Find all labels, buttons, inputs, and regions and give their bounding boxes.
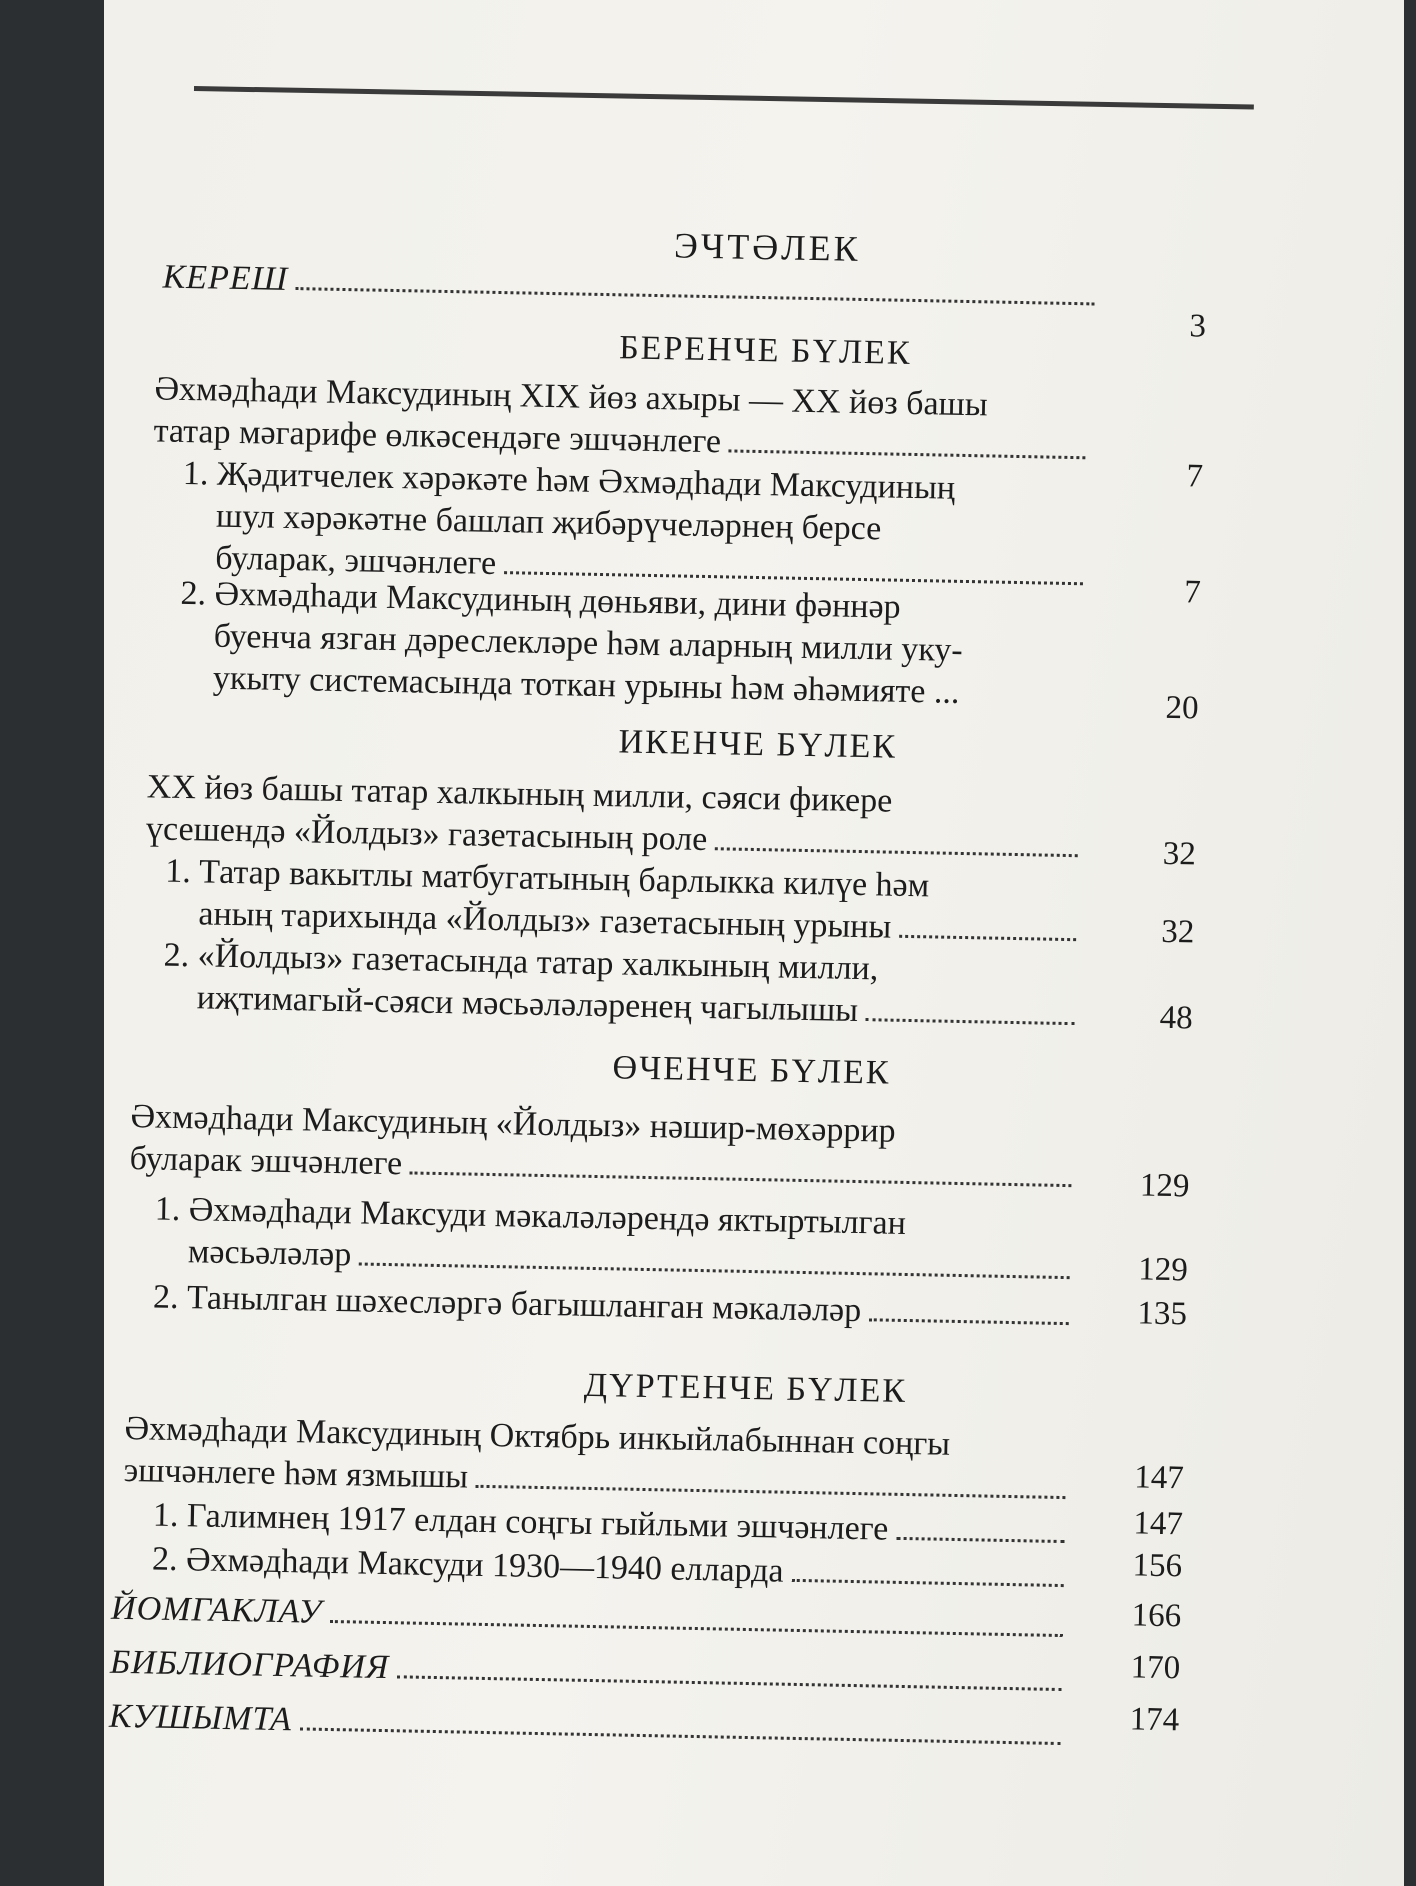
page-number: 7: [1186, 458, 1204, 495]
section-heading-3: ӨЧЕНЧЕ БҮЛЕК: [612, 1049, 891, 1092]
page-number: 129: [1139, 1167, 1190, 1205]
page-number: 20: [1165, 689, 1199, 727]
toc-entry-section3-main: Әхмәдһади Максудиның «Йолдыз» нәшир-мөхәррир буларак эшчәнлеге: [129, 1096, 1080, 1198]
section-heading-4: ДҮРТЕНЧЕ БҮЛЕК: [583, 1366, 908, 1411]
toc-entry-2-2: 2. «Йолдыз» газетасында татар халкының милли, иҗтимагый-сәяси мәсьәләләренең чагылышы: [162, 935, 1083, 1037]
table-of-contents: [104, 0, 1404, 1886]
toc-entry-2-1: 1. Татар вакытлы матбугатының барлыкка килүе һәм аның тарихында «Йолдыз» газетасының урыны: [164, 851, 1085, 953]
page-number: 129: [1137, 1251, 1189, 1289]
toc-entry-section2-main: XX йөз башы татар халкының милли, сәяси фикере үсешендә «Йолдыз» газетасының роле: [146, 766, 1087, 868]
page-number: 135: [1137, 1295, 1188, 1333]
page-number: 7: [1183, 574, 1202, 611]
page-number: 174: [1129, 1701, 1180, 1739]
entry-label: КЕРЕШ: [162, 258, 289, 298]
toc-entry-3-2: 2. Танылган шәхесләргә багышланган мәкаләләр: [153, 1277, 1078, 1337]
page-number: 32: [1160, 913, 1195, 951]
book-page: [104, 0, 1404, 1886]
page-number: 3: [1189, 308, 1207, 345]
section-heading-2: ИКЕНЧЕ БҮЛЕК: [618, 723, 898, 766]
section-heading-1: БЕРЕНЧЕ БҮЛЕК: [618, 329, 912, 372]
toc-entry-section4-main: Әхмәдһади Максудиның Октябрь инкыйлабыннан соңгы эшчәнлеге һәм язмышы: [123, 1408, 1074, 1510]
toc-entry-section1-main: Әхмәдһади Максудиның XIX йөз ахыры — XX йөз башы татар мәгарифе өлкәсендәге эшчәнлеге: [153, 368, 1094, 470]
toc-entry-conclusion: ЙОМГАКЛАУ: [111, 1588, 1072, 1648]
toc-entry-1-1: 1. Җәдитчелек хәрәкәте һәм Әхмәдһади Максудиның шул хәрәкәтне башлап җибәрүчеләрнең берсе буларак, эшчәнлеге: [181, 453, 1093, 596]
page-number: 166: [1131, 1597, 1182, 1635]
toc-entry-bibliography: БИБЛИОГРАФИЯ: [110, 1642, 1071, 1702]
toc-entry-appendix: КУШЫМТА: [109, 1696, 1070, 1756]
page-number: 147: [1133, 1459, 1185, 1497]
page-number: 48: [1159, 999, 1193, 1037]
page-number: 147: [1133, 1505, 1184, 1543]
toc-title: ЭЧТӘЛЕК: [673, 225, 862, 269]
page-number: 170: [1130, 1649, 1181, 1687]
toc-entry-4-2: 2. Әхмәдһади Максуди 1930—1940 елларда: [152, 1539, 1073, 1599]
page-number: 156: [1132, 1547, 1183, 1585]
page-number: 32: [1162, 835, 1197, 873]
toc-entry-3-1: 1. Әхмәдһади Максуди мәкаләләрендә яктыртылган мәсьәләләр: [154, 1189, 1079, 1291]
toc-entry-4-1: 1. Галимнең 1917 елдан соңгы гыйльми эшчәнлеге: [152, 1495, 1073, 1555]
toc-entry-1-2: 2. Әхмәдһади Максудиның дөньяви, дини фәннәр буенча язган дәреслекләре һәм аларның милли уку- укыту системасында тоткан урыны һәм әһәмияте ...: [180, 574, 963, 711]
